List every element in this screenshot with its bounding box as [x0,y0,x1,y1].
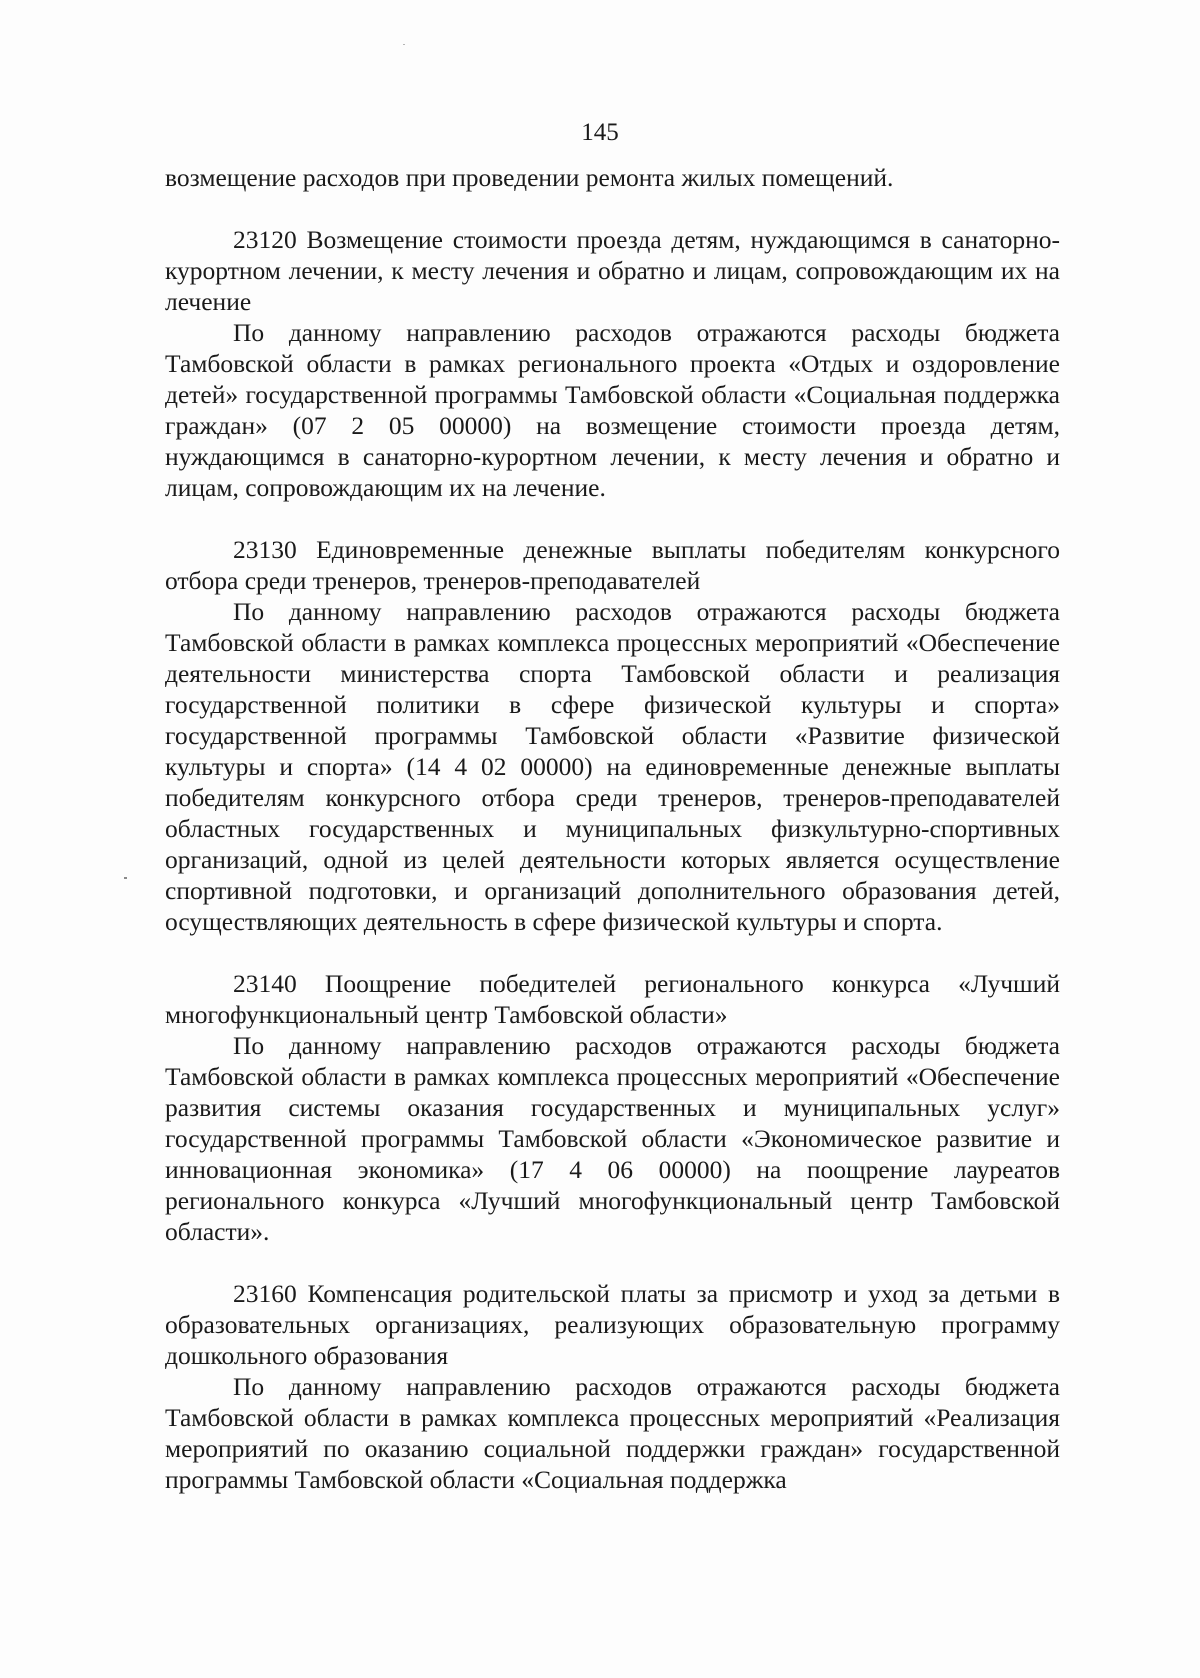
page-number: 145 [581,119,619,146]
section-body-23120: По данному направлению расходов отражаются расходы бюджета Тамбовской области в рамках регионального проекта «Отдых и оздоровление детей» государственной программы Тамбовской области «Социальная поддержка граждан» (07 2 05 00000) на возмещение стоимости проезда детям, нуждающимся в санаторно-курортном лечении, к месту лечения и обратно и лицам, сопровождающим их на лечение. [165,318,1060,502]
document-body [165,162,1060,1495]
section-heading-23140: 23140 Поощрение победителей регионального конкурса «Лучший многофункциональный центр Тамбовской области» [165,969,1060,1029]
section-body-23130: По данному направлению расходов отражаются расходы бюджета Тамбовской области в рамках комплекса процессных мероприятий «Обеспечение деятельности министерства спорта Тамбовской области и реализация государственной политики в сфере физической культуры и спорта» государственной программы Тамбовской области «Развитие физической культуры и спорта» (14 4 02 00000) на единовременные денежные выплаты победителям конкурсного отбора среди тренеров, тренеров-преподавателей областных государственных и муниципальных физкультурно-спортивных организаций, одной из целей деятельности которых является осуществление спортивной подготовки, и организаций дополнительного образования детей, осуществляющих деятельность в сфере физической культуры и спорта. [165,597,1060,936]
section-heading-23130: 23130 Единовременные денежные выплаты победителям конкурсного отбора среди тренеров, тренеров-преподавателей [165,535,1060,595]
continuation-paragraph: возмещение расходов при проведении ремонта жилых помещений. [165,163,894,192]
section-heading-23160: 23160 Компенсация родительской платы за присмотр и уход за детьми в образовательных организациях, реализующих образовательную программу дошкольного образования [165,1279,1060,1370]
section-body-23140: По данному направлению расходов отражаются расходы бюджета Тамбовской области в рамках комплекса процессных мероприятий «Обеспечение развития системы оказания государственных и муниципальных услуг» государственной программы Тамбовской области «Экономическое развитие и инновационная экономика» (17 4 06 00000) на поощрение лауреатов регионального конкурса «Лучший многофункциональный центр Тамбовской области». [165,1031,1060,1246]
section-body-23160: По данному направлению расходов отражаются расходы бюджета Тамбовской области в рамках комплекса процессных мероприятий «Реализация мероприятий по оказанию социальной поддержки граждан» государственной программы Тамбовской области «Социальная поддержка [165,1372,1060,1494]
scan-artifact [403,44,405,45]
section-heading-23120: 23120 Возмещение стоимости проезда детям, нуждающимся в санаторно-курортном лечении, к месту лечения и обратно и лицам, сопровождающим их на лечение [165,225,1060,316]
scan-artifact [124,877,127,879]
